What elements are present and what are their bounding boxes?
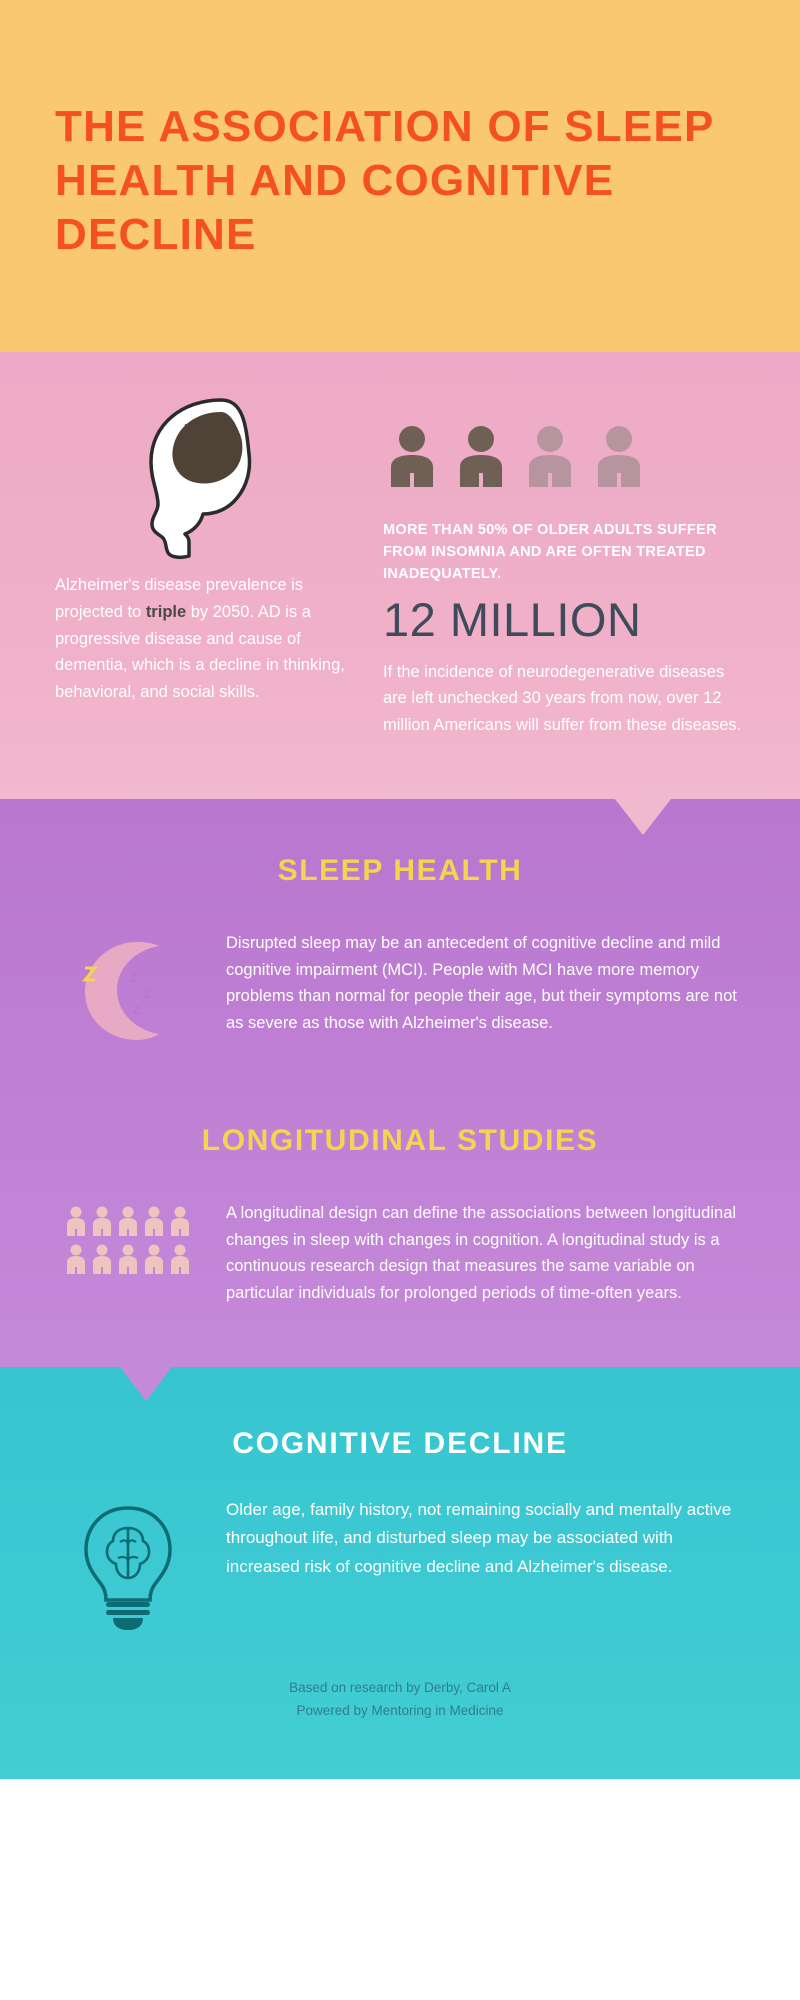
sleep-health-title: SLEEP HEALTH (277, 853, 523, 887)
longitudinal-body: A longitudinal design can define the associations between longitudinal changes in sleep with changes in cognition. A longitudinal study is a continuous research design that measures the same variable on particular individuals for prolonged periods of time-often years. (226, 1203, 737, 1303)
lightbulb-brain-icon (55, 1496, 200, 1632)
stats-section (0, 352, 800, 799)
purple-arrow-icon (120, 1367, 172, 1401)
alzheimers-prevalence-text (55, 572, 345, 706)
human-head-brain-icon (55, 387, 345, 572)
cognitive-decline-section (0, 1367, 800, 1779)
cognitive-decline-row (55, 1496, 745, 1632)
big-number-stat: 12 MILLION (383, 593, 642, 647)
sleep-health-row (55, 930, 745, 1046)
people-grid (65, 1206, 191, 1274)
stats-right-column (383, 387, 745, 739)
header-band (0, 0, 800, 352)
cognitive-decline-body: Older age, family history, not remaining socially and mentally active throughout life, and disturbed sleep may be associated with increased risk of cognitive decline and Alzheimer's disease. (226, 1499, 732, 1576)
longitudinal-title: LONGITUDINAL STUDIES (201, 1123, 599, 1157)
people-group-icon (383, 412, 745, 487)
svg-text:z: z (142, 982, 151, 1002)
alz-text-bold: triple (145, 603, 187, 622)
purple-section (0, 799, 800, 1367)
crescent-moon-zzz-icon (55, 930, 200, 1046)
stats-left-column (55, 387, 345, 739)
sleep-health-body: Disrupted sleep may be an antecedent of cognitive decline and mild cognitive impairment (MCI). People with MCI have more memory problems than normal for people their age, but their symptoms are not as severe as those with Alzheimer's disease. (226, 933, 737, 1033)
footer-line-2: Powered by Mentoring in Medicine (296, 1702, 504, 1718)
people-grid-icon (55, 1200, 200, 1274)
footer-credits (55, 1632, 745, 1749)
svg-text:z: z (128, 965, 138, 987)
cognitive-decline-title: COGNITIVE DECLINE (232, 1426, 568, 1460)
spacer (55, 1046, 745, 1124)
neurodegenerative-text: If the incidence of neurodegenerative diseases are left unchecked 30 years from now, over 12 million Americans will suffer from these diseases. (383, 662, 742, 735)
alz-text-before: Alzheimer's disease prevalence is projected to (55, 576, 304, 622)
page-title: THE ASSOCIATION OF SLEEP HEALTH AND COGNITIVE DECLINE (55, 102, 714, 260)
svg-text:z: z (132, 1000, 140, 1018)
footer-line-1: Based on research by Derby, Carol A (289, 1679, 511, 1695)
pink-arrow-icon (615, 799, 671, 835)
alz-text-after: by 2050. AD is a progressive disease and cause of dementia, which is a decline in thinking, behavioral, and social skills. (55, 603, 345, 702)
insomnia-headline: MORE THAN 50% OF OLDER ADULTS SUFFER FROM INSOMNIA AND ARE OFTEN TREATED INADEQUATELY. (383, 522, 717, 583)
longitudinal-row (55, 1200, 745, 1307)
